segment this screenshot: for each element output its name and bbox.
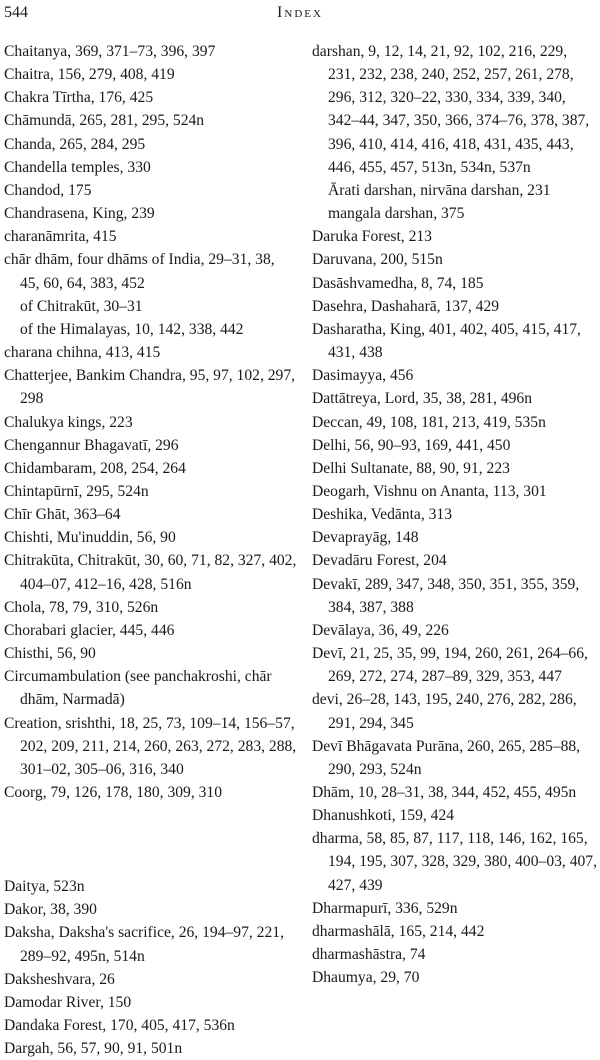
index-entry: Chola, 78, 79, 310, 526n <box>4 598 159 616</box>
index-entry: Chorabari glacier, 445, 446 <box>4 621 175 639</box>
index-entry: chār dhām, four dhāms of India, 29–31, 38, 45, 60, 64, 383, 452 <box>4 251 275 292</box>
index-entry: Devadāru Forest, 204 <box>312 552 447 570</box>
index-entry: Daitya, 523n <box>4 878 85 896</box>
index-subentry: of the Himalayas, 10, 142, 338, 442 <box>20 320 244 338</box>
index-entry: Chitrakūta, Chitrakūt, 30, 60, 71, 82, 327, 402, 404–07, 412–16, 428, 516n <box>4 552 297 593</box>
page-number: 544 <box>4 4 28 21</box>
index-entry: Daruvana, 200, 515n <box>312 251 443 269</box>
index-entry: Devālaya, 36, 49, 226 <box>312 621 449 639</box>
index-entry: Dhanushkoti, 159, 424 <box>312 807 455 825</box>
index-entry: Chisthi, 56, 90 <box>4 645 96 663</box>
index-entry: charana chihna, 413, 415 <box>4 344 161 362</box>
index-entry: Circumambulation (see panchakroshi, chār dhām, Narmadā) <box>4 668 272 709</box>
index-entry: Chishti, Mu'inuddin, 56, 90 <box>4 529 176 547</box>
index-entry: Damodar River, 150 <box>4 993 132 1011</box>
index-entry: Dhām, 10, 28–31, 38, 344, 452, 455, 495n <box>312 784 577 801</box>
index-entry: Chintapūrnī, 295, 524n <box>4 482 149 500</box>
index-entry: Deccan, 49, 108, 181, 213, 419, 535n <box>312 413 546 431</box>
index-entry: dharmashālā, 165, 214, 442 <box>312 922 485 940</box>
index-entry: dharma, 58, 85, 87, 117, 118, 146, 162, 165, 194, 195, 307, 328, 329, 380, 400–03, 407, 427, 439 <box>312 830 597 894</box>
index-entry: Dharmapurī, 336, 529n <box>312 899 458 917</box>
index-entry: Deogarh, Vishnu on Ananta, 113, 301 <box>312 482 547 500</box>
index-entry: Dasehra, Dashaharā, 137, 429 <box>312 297 500 315</box>
index-entry: Chandella temples, 330 <box>4 158 151 176</box>
index-entry: Dasimayya, 456 <box>312 367 414 385</box>
index-subentry: of Chitrakūt, 30–31 <box>20 297 143 315</box>
index-entry: Daksheshvara, 26 <box>4 970 115 988</box>
index-entry: Dasharatha, King, 401, 402, 405, 415, 417, 431, 438 <box>312 320 581 362</box>
index-entry: Deshika, Vedānta, 313 <box>312 506 453 524</box>
index-entry: Chidambaram, 208, 254, 264 <box>4 459 186 477</box>
index-subentry: mangala darshan, 375 <box>328 205 465 223</box>
index-entry: Daruka Forest, 213 <box>312 228 432 246</box>
index-entry: Chalukya kings, 223 <box>4 413 133 431</box>
index-entry: Delhi Sultanate, 88, 90, 91, 223 <box>312 459 510 477</box>
index-entry: Dargah, 56, 57, 90, 91, 501n <box>4 1040 183 1058</box>
index-entry: Dandaka Forest, 170, 405, 417, 536n <box>4 1017 235 1035</box>
index-entry: Chatterjee, Bankim Chandra, 95, 97, 102, 297, 298 <box>4 367 296 408</box>
index-entry: Dhaumya, 29, 70 <box>312 969 420 987</box>
index-subentry: Ārati darshan, nirvāna darshan, 231 <box>328 181 551 199</box>
index-entry: Devakī, 289, 347, 348, 350, 351, 355, 359, 384, 387, 388 <box>312 575 580 616</box>
running-head: Index <box>277 4 323 21</box>
index-entry: Chāmundā, 265, 281, 295, 524n <box>4 112 205 130</box>
index-entry: Devī Bhāgavata Purāna, 260, 265, 285–88, 290, 293, 524n <box>312 737 581 778</box>
index-entry: darshan, 9, 12, 14, 21, 92, 102, 216, 229, 231, 232, 238, 240, 252, 257, 261, 278, 296, 312, 320–22, 330, 334, 339, 340, 342–44, 347, 350, 366, 374–76, 378, 387, 396, 410, 414, 416, 418, 431, 435, 443, 446, 455, 457, 513n, 534n, 537n <box>312 43 590 176</box>
index-entry: Dasāshvamedha, 8, 74, 185 <box>312 274 484 292</box>
index-entry: Chīr Ghāt, 363–64 <box>4 506 121 524</box>
index-entry: Devaprayāg, 148 <box>312 529 419 547</box>
index-entry: charanāmrita, 415 <box>4 228 117 246</box>
section-gap <box>4 804 298 875</box>
index-entry: Devī, 21, 25, 35, 99, 194, 260, 261, 264–66, 269, 272, 274, 287–89, 329, 353, 447 <box>312 645 588 686</box>
index-entry: Chaitanya, 369, 371–73, 396, 397 <box>4 43 216 60</box>
index-entry: dharmashāstra, 74 <box>312 946 426 964</box>
index-entry: Dattātreya, Lord, 35, 38, 281, 496n <box>312 390 532 408</box>
index-entry: Chakra Tīrtha, 176, 425 <box>4 89 154 107</box>
index-entry: Chaitra, 156, 279, 408, 419 <box>4 66 175 84</box>
index-entry: Coorg, 79, 126, 178, 180, 309, 310 <box>4 784 223 801</box>
index-entry: Chandrasena, King, 239 <box>4 205 155 223</box>
index-entry: Chengannur Bhagavatī, 296 <box>4 436 179 454</box>
index-entry: Chandod, 175 <box>4 181 92 199</box>
index-column-right <box>312 40 598 989</box>
index-entry: Delhi, 56, 90–93, 169, 441, 450 <box>312 436 511 454</box>
index-column-left <box>4 40 298 1060</box>
index-entry: Creation, srishthi, 18, 25, 73, 109–14, 156–57, 202, 209, 211, 214, 260, 263, 272, 283, 288, 301–02, 305–06, 316, 340 <box>4 714 297 778</box>
index-entry: devi, 26–28, 143, 195, 240, 276, 282, 286, 291, 294, 345 <box>312 691 577 732</box>
index-entry: Daksha, Daksha's sacrifice, 26, 194–97, 221, 289–92, 495n, 514n <box>4 924 284 965</box>
index-entry: Dakor, 38, 390 <box>4 901 97 919</box>
index-entry: Chanda, 265, 284, 295 <box>4 135 146 153</box>
